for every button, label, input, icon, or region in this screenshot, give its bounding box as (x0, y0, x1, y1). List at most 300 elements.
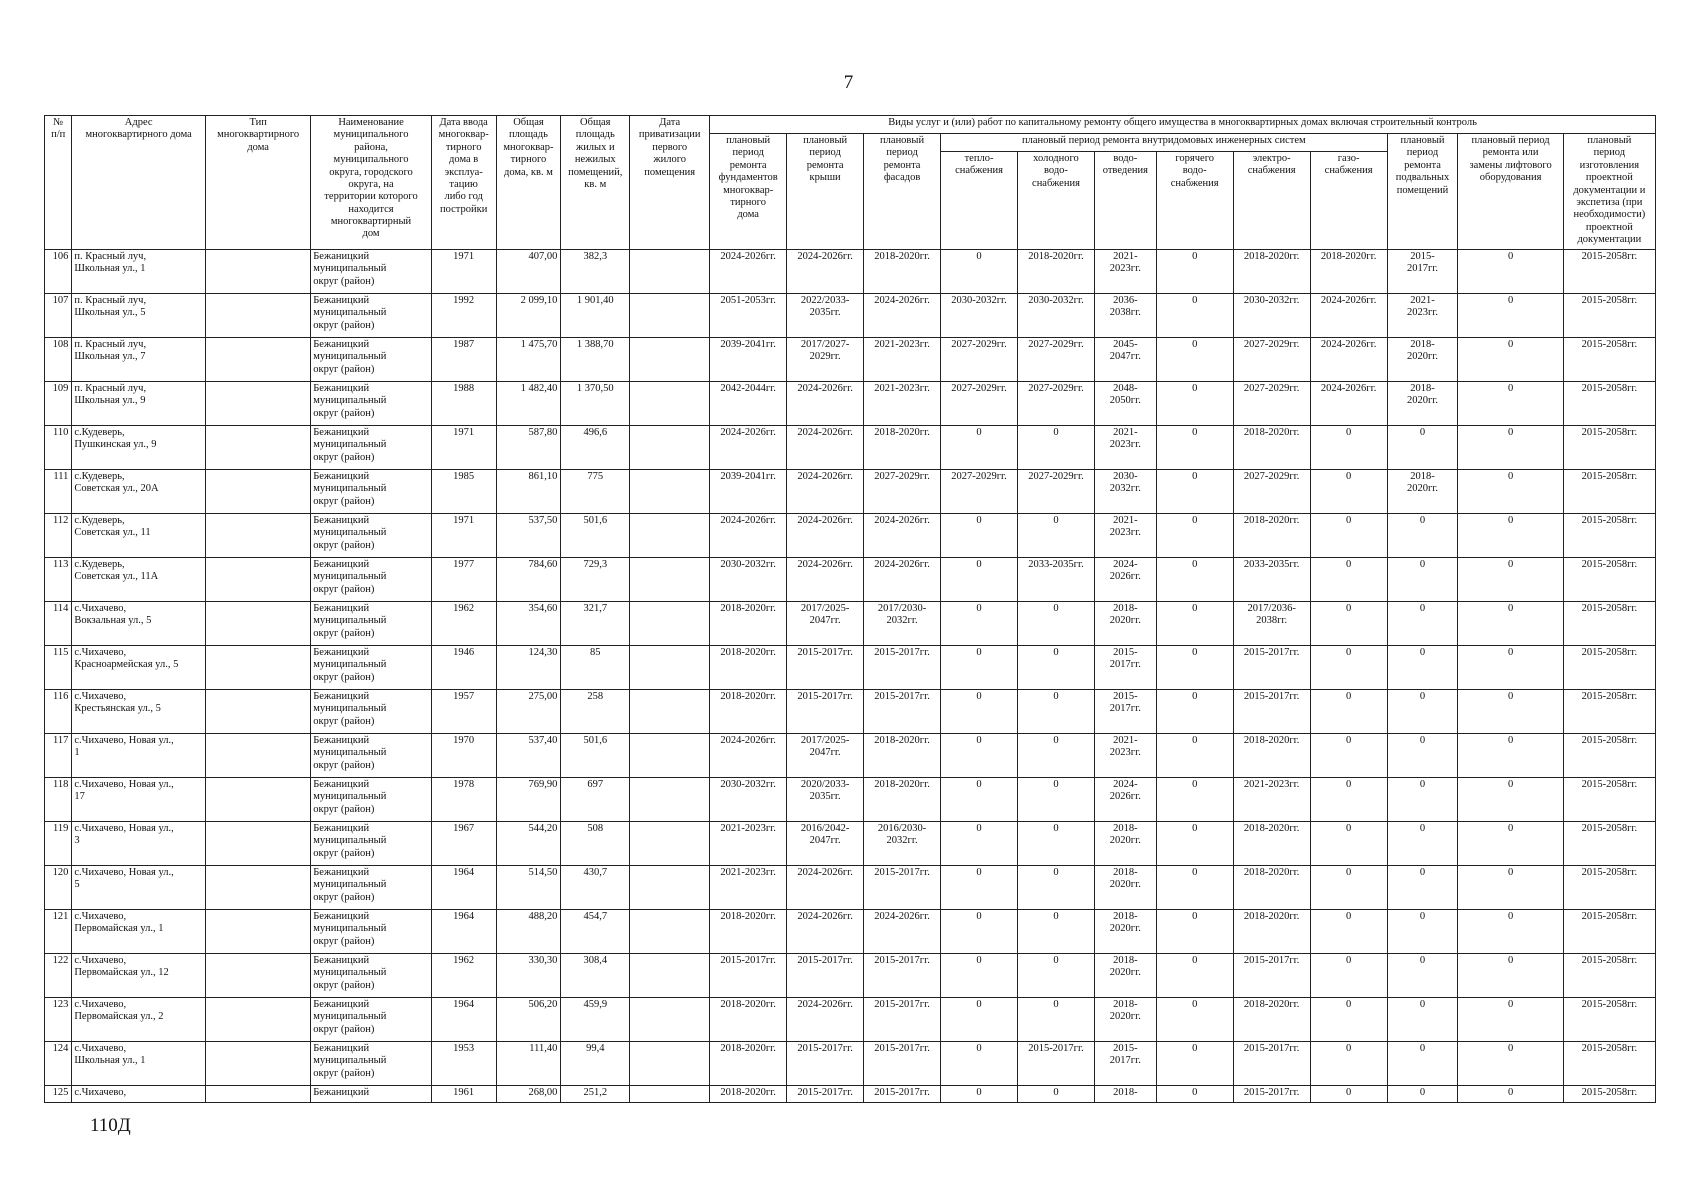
building-type-cell (205, 294, 310, 338)
roof-period-cell: 2024-2026гг. (787, 558, 864, 602)
building-type-cell (205, 250, 310, 294)
address-cell: с.Чихачево, Первомайская ул., 12 (72, 954, 206, 998)
municipality-cell: Бежаницкий муниципальный округ (район) (311, 338, 431, 382)
hot-water-cell: 0 (1156, 998, 1233, 1042)
heat-supply-cell: 0 (941, 998, 1018, 1042)
table-row (45, 602, 1656, 646)
heat-supply-cell: 0 (941, 646, 1018, 690)
living-area-cell: 1 388,70 (561, 338, 630, 382)
col-roof-header: плановый период ремонта крыши (787, 134, 864, 250)
year-cell: 1962 (431, 954, 496, 998)
roof-period-cell: 2024-2026гг. (787, 426, 864, 470)
hot-water-cell: 0 (1156, 822, 1233, 866)
row-number: 120 (45, 866, 72, 910)
electric-cell: 2027-2029гг. (1233, 382, 1310, 426)
sewer-cell: 2015- 2017гг. (1094, 646, 1156, 690)
cold-water-cell: 0 (1018, 426, 1095, 470)
foundation-period-cell: 2018-2020гг. (710, 1086, 787, 1103)
year-cell: 1971 (431, 514, 496, 558)
foundation-period-cell: 2030-2032гг. (710, 778, 787, 822)
capital-repair-table (44, 115, 1656, 1103)
elevator-period-cell: 0 (1458, 558, 1563, 602)
table-row (45, 910, 1656, 954)
living-area-cell: 454,7 (561, 910, 630, 954)
design-period-cell: 2015-2058гг. (1563, 470, 1655, 514)
living-area-cell: 251,2 (561, 1086, 630, 1103)
foundation-period-cell: 2015-2017гг. (710, 954, 787, 998)
total-area-cell: 268,00 (496, 1086, 561, 1103)
design-period-cell: 2015-2058гг. (1563, 954, 1655, 998)
year-cell: 1953 (431, 1042, 496, 1086)
basement-period-cell: 2021- 2023гг. (1387, 294, 1458, 338)
electric-cell: 2021-2023гг. (1233, 778, 1310, 822)
roof-period-cell: 2016/2042- 2047гг. (787, 822, 864, 866)
heat-supply-cell: 0 (941, 690, 1018, 734)
design-period-cell: 2015-2058гг. (1563, 910, 1655, 954)
cold-water-cell: 0 (1018, 734, 1095, 778)
elevator-period-cell: 0 (1458, 866, 1563, 910)
year-cell: 1964 (431, 910, 496, 954)
col-num-header: № п/п (45, 116, 72, 250)
table-header (45, 116, 1656, 250)
hot-water-cell: 0 (1156, 690, 1233, 734)
design-period-cell: 2015-2058гг. (1563, 250, 1655, 294)
cold-water-cell: 2015-2017гг. (1018, 1042, 1095, 1086)
living-area-cell: 430,7 (561, 866, 630, 910)
year-cell: 1967 (431, 822, 496, 866)
design-period-cell: 2015-2058гг. (1563, 822, 1655, 866)
municipality-cell: Бежаницкий муниципальный округ (район) (311, 426, 431, 470)
total-area-cell: 354,60 (496, 602, 561, 646)
basement-period-cell: 2018- 2020гг. (1387, 470, 1458, 514)
hot-water-cell: 0 (1156, 910, 1233, 954)
elevator-period-cell: 0 (1458, 954, 1563, 998)
elevator-period-cell: 0 (1458, 1042, 1563, 1086)
col-facade-header: плановый период ремонта фасадов (864, 134, 941, 250)
elevator-period-cell: 0 (1458, 998, 1563, 1042)
facade-period-cell: 2018-2020гг. (864, 734, 941, 778)
basement-period-cell: 0 (1387, 954, 1458, 998)
design-period-cell: 2015-2058гг. (1563, 602, 1655, 646)
sewer-cell: 2018- 2020гг. (1094, 998, 1156, 1042)
facade-period-cell: 2018-2020гг. (864, 778, 941, 822)
facade-period-cell: 2024-2026гг. (864, 514, 941, 558)
table-row (45, 998, 1656, 1042)
foundation-period-cell: 2024-2026гг. (710, 514, 787, 558)
page-number: 7 (843, 72, 854, 93)
electric-cell: 2027-2029гг. (1233, 470, 1310, 514)
cold-water-cell: 0 (1018, 602, 1095, 646)
building-type-cell (205, 426, 310, 470)
hot-water-cell: 0 (1156, 734, 1233, 778)
electric-cell: 2015-2017гг. (1233, 646, 1310, 690)
table-row (45, 558, 1656, 602)
gas-cell: 0 (1310, 426, 1387, 470)
elevator-period-cell: 0 (1458, 602, 1563, 646)
row-number: 123 (45, 998, 72, 1042)
facade-period-cell: 2015-2017гг. (864, 690, 941, 734)
municipality-cell: Бежаницкий муниципальный округ (район) (311, 954, 431, 998)
total-area-cell: 769,90 (496, 778, 561, 822)
total-area-cell: 2 099,10 (496, 294, 561, 338)
elevator-period-cell: 0 (1458, 734, 1563, 778)
heat-supply-cell: 0 (941, 250, 1018, 294)
gas-cell: 0 (1310, 690, 1387, 734)
cold-water-cell: 2018-2020гг. (1018, 250, 1095, 294)
foundation-period-cell: 2039-2041гг. (710, 470, 787, 514)
electric-cell: 2015-2017гг. (1233, 1086, 1310, 1103)
gas-cell: 2024-2026гг. (1310, 338, 1387, 382)
electric-cell: 2015-2017гг. (1233, 954, 1310, 998)
privatization-date-cell (630, 250, 710, 294)
row-number: 116 (45, 690, 72, 734)
municipality-cell: Бежаницкий муниципальный округ (район) (311, 778, 431, 822)
living-area-cell: 258 (561, 690, 630, 734)
year-cell: 1992 (431, 294, 496, 338)
year-cell: 1964 (431, 998, 496, 1042)
foundation-period-cell: 2018-2020гг. (710, 602, 787, 646)
foundation-period-cell: 2018-2020гг. (710, 690, 787, 734)
col-hot-water-header: горячего водо- снабжения (1156, 152, 1233, 250)
privatization-date-cell (630, 338, 710, 382)
col-gas-header: газо- снабжения (1310, 152, 1387, 250)
col-design-header: плановый период изготовления проектной документации и экспетиза (при необходимости) проектной документации (1563, 134, 1655, 250)
row-number: 106 (45, 250, 72, 294)
electric-cell: 2018-2020гг. (1233, 426, 1310, 470)
privatization-date-cell (630, 1042, 710, 1086)
col-total-area-header: Общая площадь многоквар- тирного дома, кв. м (496, 116, 561, 250)
basement-period-cell: 0 (1387, 514, 1458, 558)
design-period-cell: 2015-2058гг. (1563, 382, 1655, 426)
total-area-cell: 275,00 (496, 690, 561, 734)
design-period-cell: 2015-2058гг. (1563, 998, 1655, 1042)
gas-cell: 0 (1310, 998, 1387, 1042)
heat-supply-cell: 0 (941, 866, 1018, 910)
elevator-period-cell: 0 (1458, 1086, 1563, 1103)
municipality-cell: Бежаницкий муниципальный округ (район) (311, 470, 431, 514)
address-cell: с.Кудеверь, Пушкинская ул., 9 (72, 426, 206, 470)
row-number: 125 (45, 1086, 72, 1103)
basement-period-cell: 0 (1387, 910, 1458, 954)
foundation-period-cell: 2042-2044гг. (710, 382, 787, 426)
municipality-cell: Бежаницкий муниципальный округ (район) (311, 690, 431, 734)
elevator-period-cell: 0 (1458, 514, 1563, 558)
row-number: 107 (45, 294, 72, 338)
building-type-cell (205, 470, 310, 514)
col-cold-water-header: холодного водо- снабжения (1018, 152, 1095, 250)
cold-water-cell: 0 (1018, 514, 1095, 558)
sewer-cell: 2021- 2023гг. (1094, 514, 1156, 558)
privatization-date-cell (630, 866, 710, 910)
sewer-cell: 2018- 2020гг. (1094, 910, 1156, 954)
address-cell: с.Чихачево, Вокзальная ул., 5 (72, 602, 206, 646)
roof-period-cell: 2024-2026гг. (787, 910, 864, 954)
table-row (45, 382, 1656, 426)
gas-cell: 0 (1310, 470, 1387, 514)
sewer-cell: 2015- 2017гг. (1094, 690, 1156, 734)
roof-period-cell: 2017/2025- 2047гг. (787, 734, 864, 778)
row-number: 117 (45, 734, 72, 778)
gas-cell: 0 (1310, 822, 1387, 866)
living-area-cell: 1 901,40 (561, 294, 630, 338)
cold-water-cell: 2027-2029гг. (1018, 470, 1095, 514)
year-cell: 1985 (431, 470, 496, 514)
gas-cell: 0 (1310, 558, 1387, 602)
row-number: 112 (45, 514, 72, 558)
design-period-cell: 2015-2058гг. (1563, 1086, 1655, 1103)
gas-cell: 0 (1310, 646, 1387, 690)
facade-period-cell: 2024-2026гг. (864, 558, 941, 602)
living-area-cell: 321,7 (561, 602, 630, 646)
foundation-period-cell: 2021-2023гг. (710, 866, 787, 910)
design-period-cell: 2015-2058гг. (1563, 426, 1655, 470)
hot-water-cell: 0 (1156, 382, 1233, 426)
sewer-cell: 2018- 2020гг. (1094, 866, 1156, 910)
heat-supply-cell: 2027-2029гг. (941, 338, 1018, 382)
works-group-header: Виды услуг и (или) работ по капитальному ремонту общего имущества в многоквартирных домах включая строительный контроль (710, 116, 1656, 134)
building-type-cell (205, 558, 310, 602)
heat-supply-cell: 0 (941, 514, 1018, 558)
roof-period-cell: 2024-2026гг. (787, 866, 864, 910)
table-body (45, 250, 1656, 1103)
municipality-cell: Бежаницкий муниципальный округ (район) (311, 382, 431, 426)
total-area-cell: 784,60 (496, 558, 561, 602)
design-period-cell: 2015-2058гг. (1563, 514, 1655, 558)
living-area-cell: 85 (561, 646, 630, 690)
facade-period-cell: 2016/2030- 2032гг. (864, 822, 941, 866)
basement-period-cell: 0 (1387, 1042, 1458, 1086)
basement-period-cell: 0 (1387, 558, 1458, 602)
foundation-period-cell: 2024-2026гг. (710, 426, 787, 470)
basement-period-cell: 0 (1387, 734, 1458, 778)
sewer-cell: 2048- 2050гг. (1094, 382, 1156, 426)
living-area-cell: 459,9 (561, 998, 630, 1042)
electric-cell: 2018-2020гг. (1233, 910, 1310, 954)
facade-period-cell: 2015-2017гг. (864, 954, 941, 998)
hot-water-cell: 0 (1156, 558, 1233, 602)
gas-cell: 0 (1310, 910, 1387, 954)
municipality-cell: Бежаницкий муниципальный округ (район) (311, 294, 431, 338)
design-period-cell: 2015-2058гг. (1563, 294, 1655, 338)
col-privatization-header: Дата приватизации первого жилого помещения (630, 116, 710, 250)
table-row (45, 250, 1656, 294)
row-number: 108 (45, 338, 72, 382)
address-cell: с.Чихачево, Новая ул., 17 (72, 778, 206, 822)
sewer-cell: 2021- 2023гг. (1094, 250, 1156, 294)
privatization-date-cell (630, 294, 710, 338)
living-area-cell: 501,6 (561, 514, 630, 558)
foundation-period-cell: 2018-2020гг. (710, 1042, 787, 1086)
living-area-cell: 697 (561, 778, 630, 822)
electric-cell: 2018-2020гг. (1233, 822, 1310, 866)
year-cell: 1971 (431, 250, 496, 294)
table-row (45, 778, 1656, 822)
address-cell: с.Чихачево, Первомайская ул., 2 (72, 998, 206, 1042)
row-number: 122 (45, 954, 72, 998)
roof-period-cell: 2024-2026гг. (787, 382, 864, 426)
table-row (45, 822, 1656, 866)
sewer-cell: 2036- 2038гг. (1094, 294, 1156, 338)
design-period-cell: 2015-2058гг. (1563, 778, 1655, 822)
roof-period-cell: 2024-2026гг. (787, 998, 864, 1042)
year-cell: 1988 (431, 382, 496, 426)
address-cell: с.Чихачево, Новая ул., 3 (72, 822, 206, 866)
gas-cell: 0 (1310, 514, 1387, 558)
hot-water-cell: 0 (1156, 866, 1233, 910)
gas-cell: 0 (1310, 734, 1387, 778)
systems-group-header: плановый период ремонта внутридомовых инженерных систем (941, 134, 1388, 152)
municipality-cell: Бежаницкий муниципальный округ (район) (311, 602, 431, 646)
building-type-cell (205, 778, 310, 822)
row-number: 111 (45, 470, 72, 514)
cold-water-cell: 2027-2029гг. (1018, 382, 1095, 426)
basement-period-cell: 2018- 2020гг. (1387, 338, 1458, 382)
total-area-cell: 506,20 (496, 998, 561, 1042)
design-period-cell: 2015-2058гг. (1563, 558, 1655, 602)
heat-supply-cell: 0 (941, 778, 1018, 822)
basement-period-cell: 2015- 2017гг. (1387, 250, 1458, 294)
facade-period-cell: 2018-2020гг. (864, 250, 941, 294)
hot-water-cell: 0 (1156, 294, 1233, 338)
address-cell: с.Чихачево, Красноармейская ул., 5 (72, 646, 206, 690)
cold-water-cell: 0 (1018, 778, 1095, 822)
total-area-cell: 1 475,70 (496, 338, 561, 382)
building-type-cell (205, 690, 310, 734)
living-area-cell: 1 370,50 (561, 382, 630, 426)
gas-cell: 2024-2026гг. (1310, 382, 1387, 426)
design-period-cell: 2015-2058гг. (1563, 734, 1655, 778)
basement-period-cell: 0 (1387, 998, 1458, 1042)
facade-period-cell: 2021-2023гг. (864, 338, 941, 382)
year-cell: 1961 (431, 1086, 496, 1103)
hot-water-cell: 0 (1156, 646, 1233, 690)
foundation-period-cell: 2051-2053гг. (710, 294, 787, 338)
municipality-cell: Бежаницкий муниципальный округ (район) (311, 822, 431, 866)
privatization-date-cell (630, 470, 710, 514)
design-period-cell: 2015-2058гг. (1563, 1042, 1655, 1086)
document-code: 110Д (90, 1115, 131, 1136)
gas-cell: 0 (1310, 778, 1387, 822)
hot-water-cell: 0 (1156, 602, 1233, 646)
facade-period-cell: 2024-2026гг. (864, 294, 941, 338)
sewer-cell: 2015- 2017гг. (1094, 1042, 1156, 1086)
electric-cell: 2018-2020гг. (1233, 250, 1310, 294)
privatization-date-cell (630, 690, 710, 734)
design-period-cell: 2015-2058гг. (1563, 866, 1655, 910)
heat-supply-cell: 0 (941, 734, 1018, 778)
table-row (45, 426, 1656, 470)
col-electric-header: электро- снабжения (1233, 152, 1310, 250)
building-type-cell (205, 910, 310, 954)
heat-supply-cell: 0 (941, 1086, 1018, 1103)
col-municipality-header: Наименование муниципального района, муниципального округа, городского округа, на территории которого находится многоквартирный дом (311, 116, 431, 250)
roof-period-cell: 2017/2025- 2047гг. (787, 602, 864, 646)
cold-water-cell: 0 (1018, 1086, 1095, 1103)
heat-supply-cell: 0 (941, 1042, 1018, 1086)
living-area-cell: 775 (561, 470, 630, 514)
foundation-period-cell: 2030-2032гг. (710, 558, 787, 602)
total-area-cell: 407,00 (496, 250, 561, 294)
living-area-cell: 99,4 (561, 1042, 630, 1086)
row-number: 119 (45, 822, 72, 866)
building-type-cell (205, 866, 310, 910)
heat-supply-cell: 2027-2029гг. (941, 382, 1018, 426)
year-cell: 1971 (431, 426, 496, 470)
total-area-cell: 587,80 (496, 426, 561, 470)
privatization-date-cell (630, 778, 710, 822)
foundation-period-cell: 2024-2026гг. (710, 250, 787, 294)
municipality-cell: Бежаницкий муниципальный округ (район) (311, 866, 431, 910)
row-number: 114 (45, 602, 72, 646)
roof-period-cell: 2024-2026гг. (787, 514, 864, 558)
roof-period-cell: 2015-2017гг. (787, 954, 864, 998)
total-area-cell: 1 482,40 (496, 382, 561, 426)
row-number: 118 (45, 778, 72, 822)
gas-cell: 0 (1310, 1042, 1387, 1086)
electric-cell: 2015-2017гг. (1233, 690, 1310, 734)
table-row (45, 294, 1656, 338)
total-area-cell: 514,50 (496, 866, 561, 910)
basement-period-cell: 0 (1387, 426, 1458, 470)
table-row (45, 338, 1656, 382)
electric-cell: 2033-2035гг. (1233, 558, 1310, 602)
foundation-period-cell: 2018-2020гг. (710, 646, 787, 690)
basement-period-cell: 0 (1387, 602, 1458, 646)
privatization-date-cell (630, 602, 710, 646)
municipality-cell: Бежаницкий муниципальный округ (район) (311, 646, 431, 690)
building-type-cell (205, 998, 310, 1042)
cold-water-cell: 0 (1018, 998, 1095, 1042)
address-cell: с.Кудеверь, Советская ул., 20А (72, 470, 206, 514)
elevator-period-cell: 0 (1458, 426, 1563, 470)
facade-period-cell: 2021-2023гг. (864, 382, 941, 426)
building-type-cell (205, 954, 310, 998)
cold-water-cell: 0 (1018, 866, 1095, 910)
row-number: 124 (45, 1042, 72, 1086)
municipality-cell: Бежаницкий муниципальный округ (район) (311, 998, 431, 1042)
foundation-period-cell: 2024-2026гг. (710, 734, 787, 778)
address-cell: с.Чихачево, Крестьянская ул., 5 (72, 690, 206, 734)
heat-supply-cell: 0 (941, 822, 1018, 866)
facade-period-cell: 2015-2017гг. (864, 646, 941, 690)
municipality-cell: Бежаницкий муниципальный округ (район) (311, 250, 431, 294)
foundation-period-cell: 2039-2041гг. (710, 338, 787, 382)
heat-supply-cell: 0 (941, 426, 1018, 470)
privatization-date-cell (630, 822, 710, 866)
electric-cell: 2015-2017гг. (1233, 1042, 1310, 1086)
privatization-date-cell (630, 646, 710, 690)
row-number: 109 (45, 382, 72, 426)
col-basement-header: плановый период ремонта подвальных помещений (1387, 134, 1458, 250)
roof-period-cell: 2020/2033- 2035гг. (787, 778, 864, 822)
year-cell: 1957 (431, 690, 496, 734)
privatization-date-cell (630, 558, 710, 602)
basement-period-cell: 2018- 2020гг. (1387, 382, 1458, 426)
table-row (45, 1042, 1656, 1086)
col-elevator-header: плановый период ремонта или замены лифтового оборудования (1458, 134, 1563, 250)
cold-water-cell: 2027-2029гг. (1018, 338, 1095, 382)
col-heat-header: тепло- снабжения (941, 152, 1018, 250)
cold-water-cell: 0 (1018, 646, 1095, 690)
privatization-date-cell (630, 426, 710, 470)
address-cell: с.Чихачево, Первомайская ул., 1 (72, 910, 206, 954)
elevator-period-cell: 0 (1458, 778, 1563, 822)
row-number: 115 (45, 646, 72, 690)
sewer-cell: 2018- 2020гг. (1094, 602, 1156, 646)
foundation-period-cell: 2018-2020гг. (710, 998, 787, 1042)
total-area-cell: 544,20 (496, 822, 561, 866)
foundation-period-cell: 2018-2020гг. (710, 910, 787, 954)
